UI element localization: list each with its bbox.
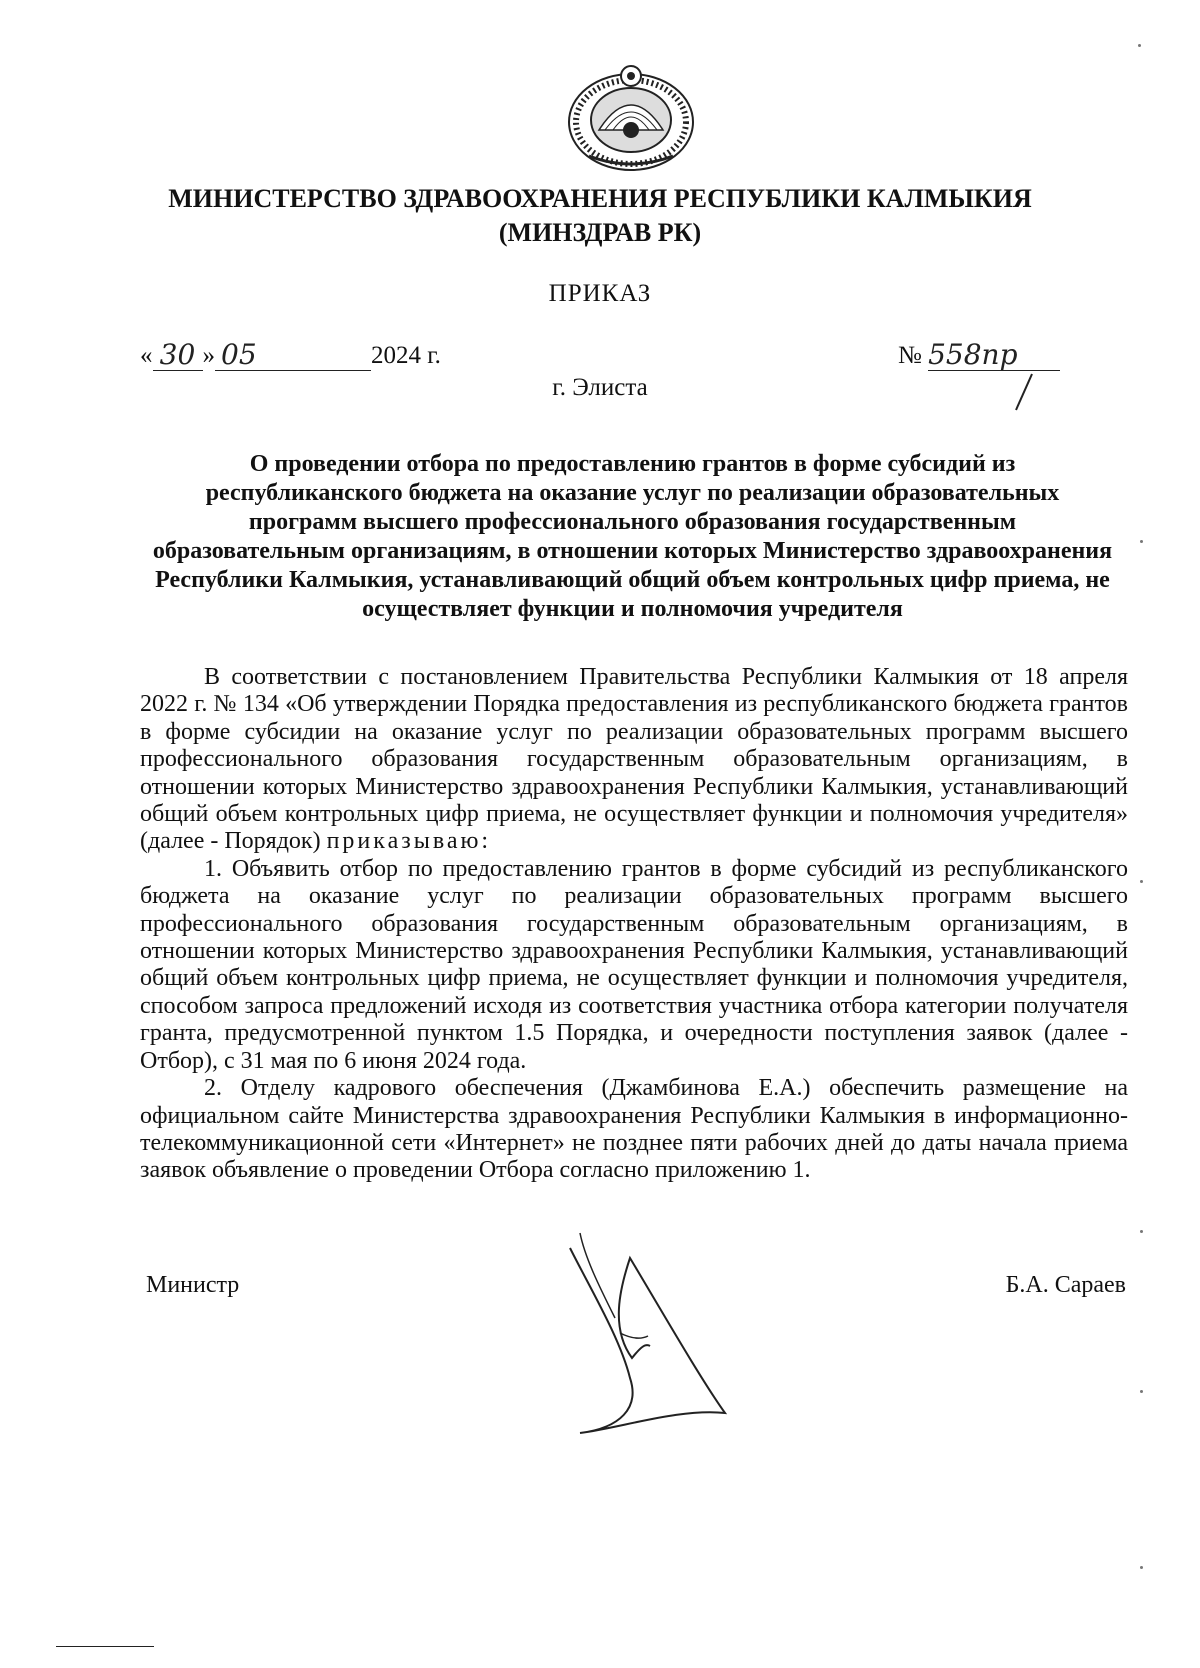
coat-of-arms-icon xyxy=(559,60,703,172)
preamble-text: В соответствии с постановлением Правительства Республики Калмыкия от 18 апреля 2022 г. № 134 «Об утверждении Порядка предоставления из республиканского бюджета грантов в форме субсидии на оказание услуг по реализации образовательных программ высшего профессионального образования государственным образовательным организациям, в отношении которых Министерство здравоохранения Республики Калмыкия, устанавливающий общий объем контрольных цифр приема, не осуществляет функции и полномочия учредителя» (далее - Порядок) xyxy=(140,664,1128,855)
quote-close: » xyxy=(202,342,215,369)
number-value: 558пр xyxy=(928,340,1060,371)
date-month: 05 xyxy=(215,340,371,371)
scan-mark xyxy=(1140,1390,1143,1393)
date-year: 2024 г. xyxy=(371,342,441,369)
scan-mark xyxy=(1140,1566,1143,1569)
scan-mark xyxy=(1140,1230,1143,1233)
scan-mark xyxy=(1140,880,1143,883)
org-name: МИНИСТЕРСТВО ЗДРАВООХРАНЕНИЯ РЕСПУБЛИКИ КАЛМЫКИЯ xyxy=(168,184,1032,213)
order-body xyxy=(140,664,1128,1185)
paragraph-preamble xyxy=(140,664,1128,856)
document-type: ПРИКАЗ xyxy=(548,280,652,307)
paragraph-item-2: 2. Отделу кадрового обеспечения (Джамбинова Е.А.) обеспечить размещение на официальном сайте Министерства здравоохранения Республики Калмыкия в информационно-телекоммуникационной сети «Интернет» не позднее пяти рабочих дней до даты начала приема заявок объявление о проведении Отбора согласно приложению 1. xyxy=(140,1075,1128,1184)
signatory-title: Министр xyxy=(146,1272,240,1298)
command-word: приказываю: xyxy=(326,828,492,855)
order-subject: О проведении отбора по предоставлению грантов в форме субсидий из республиканского бюджета на оказание услуг по реализации образовательных программ высшего профессионального образования государственным образовательным организациям, в отношении которых Министерство здравоохранения Республики Калмыкия, устанавливающий общий объем контрольных цифр приема, не осуществляет функции и полномочия учредителя xyxy=(152,451,1113,622)
city: г. Элиста xyxy=(552,374,648,401)
handwritten-signature xyxy=(560,1228,730,1438)
number-label: № xyxy=(898,342,922,369)
scan-mark xyxy=(1138,44,1141,47)
org-abbreviation: (МИНЗДРАВ РК) xyxy=(498,218,702,247)
date-day: 30 xyxy=(153,340,203,371)
order-date xyxy=(140,340,441,376)
quote-open: « xyxy=(140,342,153,369)
signatory-name: Б.А. Сараев xyxy=(1005,1272,1126,1298)
order-number xyxy=(898,340,1060,376)
paragraph-item-1: 1. Объявить отбор по предоставлению грантов в форме субсидий из республиканского бюджета на оказание услуг по реализации образовательных программ высшего профессионального образования государственным образовательным организациям, в отношении которых Министерство здравоохранения Республики Калмыкия, устанавливающий общий объем контрольных цифр приема, не осуществляет функции и полномочия учредителя, способом запроса предложений исходя из соответствия участника отбора категории получателя гранта, предусмотренной пунктом 1.5 Порядка, и очередности поступления заявок (далее - Отбор), с 31 мая по 6 июня 2024 года. xyxy=(140,855,1128,1074)
footer-rule xyxy=(56,1646,154,1647)
scan-mark xyxy=(1140,540,1143,543)
